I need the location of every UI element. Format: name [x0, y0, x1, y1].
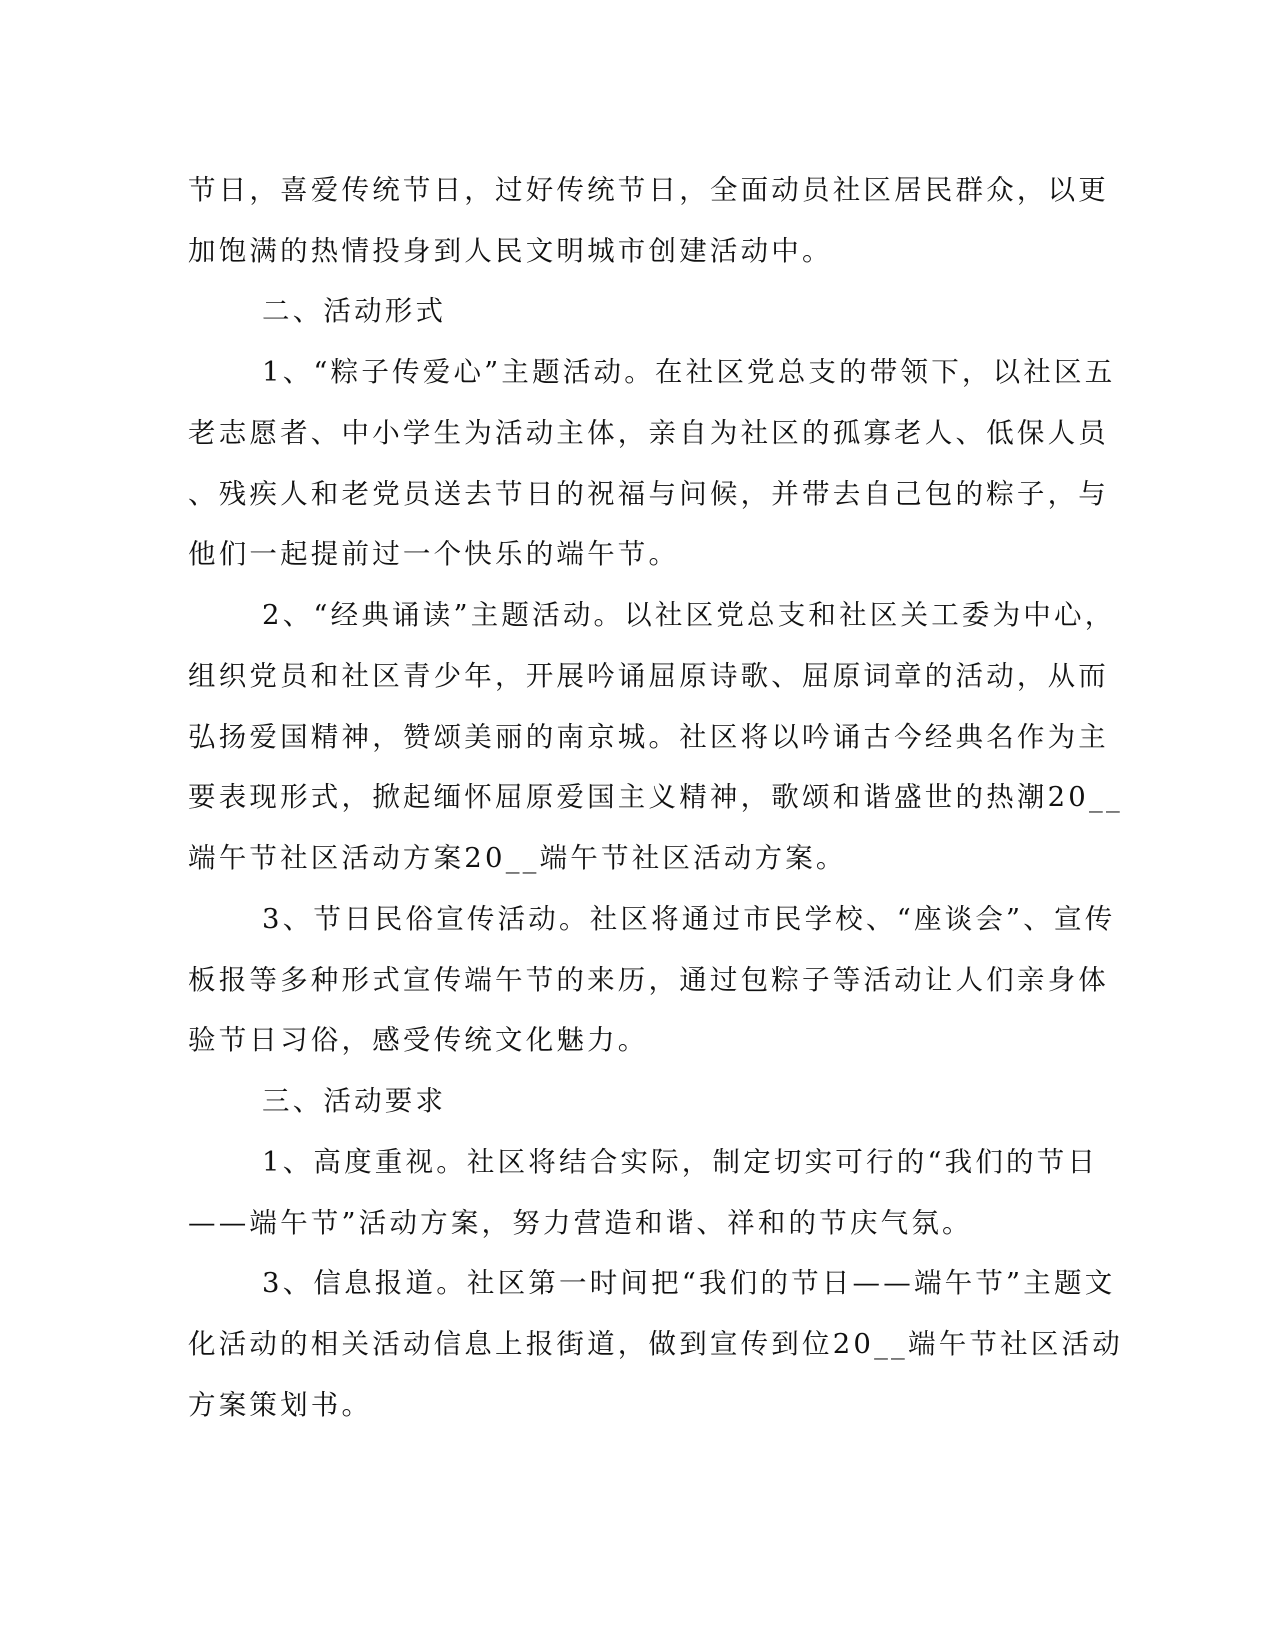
body-text-line: 要表现形式，掀起缅怀屈原爱国主义精神，歌颂和谐盛世的热潮20__	[188, 781, 1123, 813]
body-text-line: ——端午节”活动方案，努力营造和谐、祥和的节庆气氛。	[188, 1207, 973, 1239]
body-text-line: 化活动的相关活动信息上报街道，做到宣传到位20__端午节社区活动	[188, 1328, 1123, 1360]
body-text-line: 方案策划书。	[188, 1389, 373, 1421]
body-text-line: 验节日习俗，感受传统文化魅力。	[188, 1024, 649, 1056]
body-text-line: 组织党员和社区青少年，开展吟诵屈原诗歌、屈原词章的活动，从而	[188, 660, 1109, 692]
section-heading: 二、活动形式	[262, 295, 447, 327]
body-text-line: 1、高度重视。社区将结合实际，制定切实可行的“我们的节日	[262, 1146, 1099, 1178]
body-text-line: 2、“经典诵读”主题活动。以社区党总支和社区关工委为中心，	[262, 599, 1116, 631]
body-text-line: 老志愿者、中小学生为活动主体，亲自为社区的孤寡老人、低保人员	[188, 417, 1109, 449]
body-text-line: 加饱满的热情投身到人民文明城市创建活动中。	[188, 235, 833, 267]
body-text-line: 板报等多种形式宣传端午节的来历，通过包粽子等活动让人们亲身体	[188, 964, 1109, 996]
body-text-line: 、残疾人和老党员送去节日的祝福与问候，并带去自己包的粽子，与	[188, 478, 1109, 510]
section-heading: 三、活动要求	[262, 1085, 447, 1117]
body-text-line: 他们一起提前过一个快乐的端午节。	[188, 538, 680, 570]
body-text-line: 弘扬爱国精神，赞颂美丽的南京城。社区将以吟诵古今经典名作为主	[188, 721, 1109, 753]
body-text-line: 节日，喜爱传统节日，过好传统节日，全面动员社区居民群众，以更	[188, 174, 1109, 206]
body-text-line: 3、信息报道。社区第一时间把“我们的节日——端午节”主题文	[262, 1267, 1116, 1299]
body-text-line: 3、节日民俗宣传活动。社区将通过市民学校、“座谈会”、宣传	[262, 903, 1116, 935]
body-text-line: 端午节社区活动方案20__端午节社区活动方案。	[188, 842, 847, 874]
body-text-line: 1、“粽子传爱心”主题活动。在社区党总支的带领下，以社区五	[262, 356, 1116, 388]
